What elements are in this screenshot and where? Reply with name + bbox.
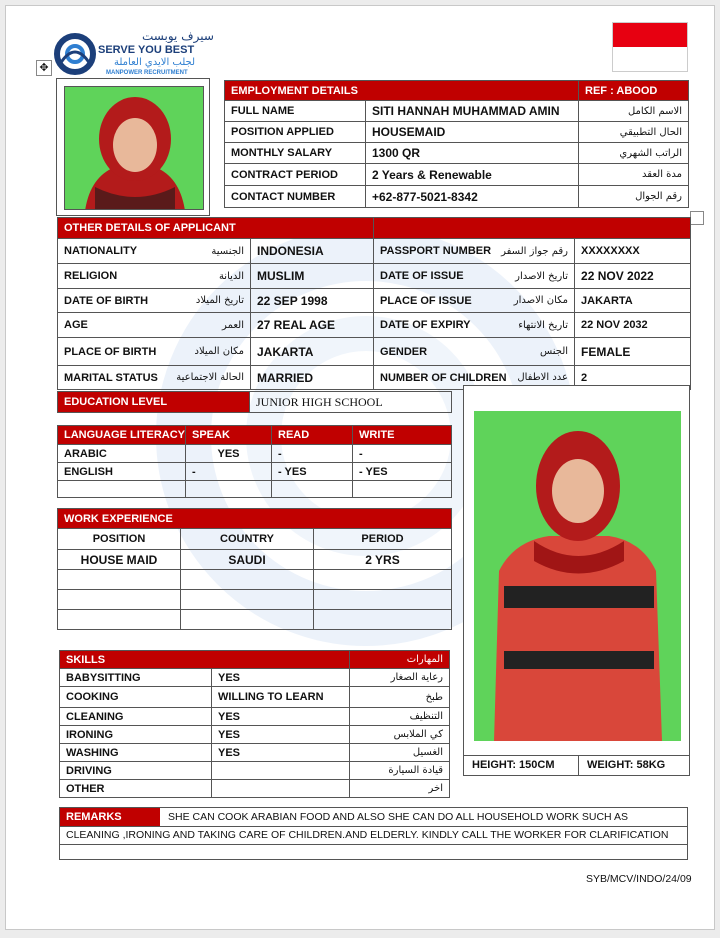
work-period: 2 YRS (314, 550, 452, 570)
position-applied-label: POSITION APPLIED (225, 122, 366, 143)
contract-period-label-ar: مدة العقد (579, 164, 689, 186)
place-of-birth-value: JAKARTA (251, 338, 374, 366)
work-position (58, 590, 181, 610)
logo-emblem-icon (52, 30, 98, 78)
language-literacy-header: LANGUAGE LITERACY (58, 426, 186, 445)
skill-label-ar: رعاية الصغار (350, 669, 450, 687)
date-of-birth-label-ar: تاريخ الميلاد (195, 295, 244, 306)
work-country (181, 570, 314, 590)
nationality-label: NATIONALITY (64, 245, 138, 257)
place-of-issue-value: JAKARTA (575, 289, 691, 313)
position-column-header: POSITION (58, 529, 181, 550)
skill-label: WASHING (60, 744, 212, 762)
applicant-full-body-photo (474, 411, 681, 741)
other-details-header: OTHER DETAILS OF APPLICANT (58, 218, 374, 239)
full-name-value: SITI HANNAH MUHAMMAD AMIN (366, 101, 579, 122)
applicant-headshot-photo (64, 86, 204, 210)
speak-value (186, 481, 272, 498)
education-level-value: JUNIOR HIGH SCHOOL (250, 392, 452, 413)
period-column-header: PERIOD (314, 529, 452, 550)
logo-arabic-name: سيرف يوبست (142, 29, 214, 43)
skill-label: BABYSITTING (60, 669, 212, 687)
skill-label: OTHER (60, 780, 212, 798)
skill-value: YES (212, 726, 350, 744)
place-of-issue-label: PLACE OF ISSUE (380, 294, 472, 307)
work-position (58, 610, 181, 630)
language-name (58, 481, 186, 498)
skill-label-ar: طبخ (350, 687, 450, 708)
skill-label: COOKING (60, 687, 212, 708)
place-of-birth-label-ar: مكان الميلاد (194, 346, 244, 357)
work-period (314, 570, 452, 590)
skill-label: IRONING (60, 726, 212, 744)
write-value: - YES (353, 463, 452, 481)
write-value (353, 481, 452, 498)
education-level-label: EDUCATION LEVEL (58, 392, 250, 413)
contact-number-label: CONTACT NUMBER (225, 186, 366, 208)
full-name-label: FULL NAME (225, 101, 366, 122)
weight-value: WEIGHT: 58KG (587, 759, 666, 771)
work-experience-table (57, 508, 452, 630)
age-value: 27 REAL AGE (251, 313, 374, 338)
gender-value: FEMALE (575, 338, 691, 366)
number-of-children-label: NUMBER OF CHILDREN (380, 371, 507, 384)
work-period (314, 590, 452, 610)
contact-number-value: +62-877-5021-8342 (366, 186, 579, 208)
read-header: READ (272, 426, 353, 445)
height-value: HEIGHT: 150CM (472, 759, 555, 771)
remarks-box (59, 807, 688, 860)
religion-label-ar: الديانة (218, 270, 244, 282)
place-of-birth-label: PLACE OF BIRTH (64, 345, 157, 358)
skill-label: DRIVING (60, 762, 212, 780)
work-country: SAUDI (181, 550, 314, 570)
work-country (181, 590, 314, 610)
skill-value (212, 762, 350, 780)
passport-number-label-ar: رقم جواز السفر (501, 245, 569, 257)
skill-label-ar: الغسيل (350, 744, 450, 762)
date-of-expiry-value: 22 NOV 2032 (575, 313, 691, 338)
logo-name: SERVE YOU BEST (98, 44, 195, 56)
employment-details-header: EMPLOYMENT DETAILS (225, 81, 579, 101)
language-name: ARABIC (58, 445, 186, 463)
skill-label-ar: التنظيف (350, 708, 450, 726)
work-country (181, 610, 314, 630)
indonesia-flag-icon (612, 22, 688, 72)
date-of-expiry-label-ar: تاريخ الانتهاء (518, 319, 569, 331)
work-position (58, 570, 181, 590)
country-column-header: COUNTRY (181, 529, 314, 550)
education-table (57, 391, 452, 413)
contract-period-label: CONTRACT PERIOD (225, 164, 366, 186)
monthly-salary-value: 1300 QR (366, 143, 579, 164)
remarks-label: REMARKS (60, 808, 160, 826)
logo-arabic-sub: لجلب الايدي العاملة (114, 57, 196, 68)
contract-period-value: 2 Years & Renewable (366, 164, 579, 186)
work-period (314, 610, 452, 630)
number-of-children-label-ar: عدد الاطفال (517, 372, 569, 383)
speak-value: - (186, 463, 272, 481)
nationality-label-ar: الجنسية (211, 245, 244, 257)
passport-number-value: XXXXXXXX (575, 239, 691, 264)
full-name-label-ar: الاسم الكامل (579, 101, 689, 122)
full-body-photo-frame (463, 385, 690, 776)
resize-handle[interactable] (690, 211, 704, 225)
employment-details-table (224, 80, 689, 208)
language-table (57, 425, 452, 498)
skill-label-ar: قيادة السيارة (350, 762, 450, 780)
skills-header-ar: المهارات (350, 651, 450, 669)
ref-number: REF : ABOOD (579, 81, 689, 101)
marital-status-label-ar: الحالة الاجتماعية (176, 372, 244, 383)
other-details-header-blank (374, 218, 691, 239)
read-value: - (272, 445, 353, 463)
skill-label-ar: كي الملابس (350, 726, 450, 744)
date-of-birth-value: 22 SEP 1998 (251, 289, 374, 313)
skill-value: YES (212, 669, 350, 687)
company-logo (52, 30, 222, 80)
skills-table (59, 650, 450, 798)
read-value: - YES (272, 463, 353, 481)
religion-label: RELIGION (64, 270, 118, 282)
skill-value (212, 780, 350, 798)
contact-number-label-ar: رقم الجوال (579, 186, 689, 208)
cv-page (5, 5, 715, 930)
headshot-frame (56, 78, 210, 216)
number-of-children-value: 2 (575, 366, 691, 390)
position-applied-value: HOUSEMAID (366, 122, 579, 143)
marital-status-value: MARRIED (251, 366, 374, 390)
logo-subtitle: MANPOWER RECRUITMENT (106, 70, 188, 76)
skill-value: YES (212, 708, 350, 726)
nationality-value: INDONESIA (251, 239, 374, 264)
move-handle-icon[interactable]: ✥ (36, 60, 52, 76)
passport-number-label: PASSPORT NUMBER (380, 245, 492, 257)
age-label: AGE (64, 319, 88, 331)
monthly-salary-label-ar: الراتب الشهري (579, 143, 689, 164)
date-of-expiry-label: DATE OF EXPIRY (380, 319, 471, 331)
document-reference-code: SYB/MCV/INDO/24/09 (586, 873, 692, 885)
date-of-issue-label-ar: تاريخ الاصدار (515, 270, 569, 282)
religion-value: MUSLIM (251, 264, 374, 289)
date-of-issue-value: 22 NOV 2022 (575, 264, 691, 289)
age-label-ar: العمر (222, 319, 244, 331)
read-value (272, 481, 353, 498)
position-applied-label-ar: الحال التطبيقي (579, 122, 689, 143)
write-value: - (353, 445, 452, 463)
remarks-line-2: CLEANING ,IRONING AND TAKING CARE OF CHILDREN.AND ELDERLY. KINDLY CALL THE WORKER FOR CLARIFICATION (66, 829, 669, 841)
language-name: ENGLISH (58, 463, 186, 481)
gender-label-ar: الجنس (539, 346, 569, 357)
skill-value: YES (212, 744, 350, 762)
place-of-issue-label-ar: مكان الاصدار (513, 295, 569, 306)
date-of-issue-label: DATE OF ISSUE (380, 270, 464, 282)
skill-label-ar: اخر (350, 780, 450, 798)
speak-value: YES (186, 445, 272, 463)
monthly-salary-label: MONTHLY SALARY (225, 143, 366, 164)
other-details-table (57, 217, 691, 390)
work-experience-header: WORK EXPERIENCE (58, 509, 452, 529)
speak-header: SPEAK (186, 426, 272, 445)
write-header: WRITE (353, 426, 452, 445)
skills-header: SKILLS (60, 651, 350, 669)
skill-label: CLEANING (60, 708, 212, 726)
marital-status-label: MARITAL STATUS (64, 371, 158, 384)
skill-value: WILLING TO LEARN (212, 687, 350, 708)
work-position: HOUSE MAID (58, 550, 181, 570)
gender-label: GENDER (380, 345, 428, 358)
remarks-line-1: SHE CAN COOK ARABIAN FOOD AND ALSO SHE CAN DO ALL HOUSEHOLD WORK SUCH AS (168, 811, 628, 823)
date-of-birth-label: DATE OF BIRTH (64, 294, 149, 307)
